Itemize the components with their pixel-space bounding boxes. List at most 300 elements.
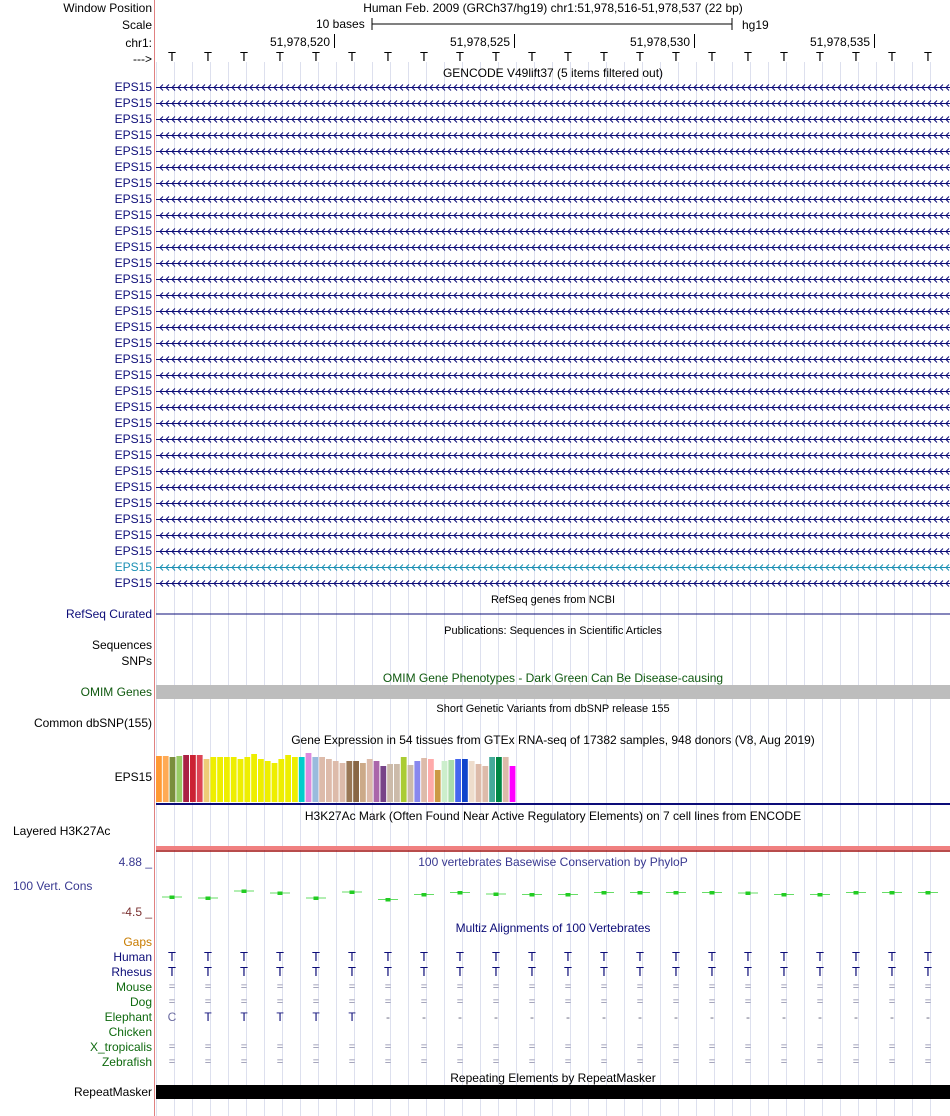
gencode-transcript[interactable]	[156, 432, 950, 446]
multiz-base: T	[708, 964, 716, 979]
ruler-base: T	[924, 49, 932, 64]
multiz-base: =	[384, 1056, 392, 1068]
multiz-base: -	[854, 1010, 858, 1024]
gencode-gene-label[interactable]: EPS15	[114, 400, 152, 414]
ruler-base: T	[528, 49, 536, 64]
ruler-base: T	[708, 49, 716, 64]
multiz-species-label[interactable]: Mouse	[115, 980, 152, 994]
gtex-tissue-bar	[306, 753, 312, 802]
multiz-base: T	[276, 949, 284, 964]
multiz-base: =	[564, 1056, 572, 1068]
omim-gene-bar[interactable]	[156, 685, 950, 699]
ruler-coordinate: 51,978,520	[269, 35, 330, 49]
ruler-base: T	[888, 49, 896, 64]
multiz-base: -	[422, 1010, 426, 1024]
ruler-base: T	[276, 49, 284, 64]
ruler-base: T	[204, 49, 212, 64]
gtex-tissue-bar	[333, 761, 339, 802]
multiz-base: =	[852, 996, 860, 1008]
multiz-base: =	[456, 981, 464, 993]
gtex-tissue-bar	[510, 766, 516, 802]
multiz-base: T	[636, 949, 644, 964]
multiz-base: =	[672, 996, 680, 1008]
gtex-tissue-bar	[346, 761, 352, 802]
multiz-base: =	[564, 1041, 572, 1053]
ruler-base: T	[744, 49, 752, 64]
conservation-plot[interactable]	[156, 869, 950, 915]
multiz-base: =	[492, 1056, 500, 1068]
gencode-gene-label[interactable]: EPS15	[114, 224, 152, 238]
gencode-gene-label[interactable]: EPS15	[114, 192, 152, 206]
gtex-tissue-bar	[367, 759, 373, 802]
scale-label: Scale	[121, 18, 152, 32]
gtex-tissue-bar	[380, 766, 386, 802]
gtex-tissue-bar	[292, 757, 298, 802]
multiz-base: =	[888, 1041, 896, 1053]
multiz-base: =	[600, 996, 608, 1008]
multiz-base: =	[636, 981, 644, 993]
multiz-base: =	[852, 1056, 860, 1068]
gencode-gene-label[interactable]: EPS15	[114, 288, 152, 302]
gtex-tissue-bar	[238, 759, 244, 802]
gencode-gene-label[interactable]: EPS15	[114, 544, 152, 558]
gencode-gene-label[interactable]: EPS15	[114, 528, 152, 542]
multiz-base: =	[204, 1056, 212, 1068]
multiz-base: T	[312, 949, 320, 964]
gtex-tissue-bar	[197, 755, 203, 802]
conservation-mark	[314, 897, 319, 901]
gencode-transcript[interactable]	[156, 384, 950, 398]
gtex-tissue-bar	[421, 758, 427, 802]
multiz-base: =	[276, 996, 284, 1008]
multiz-base: =	[312, 981, 320, 993]
conservation-track-label[interactable]: 100 Vert. Cons	[13, 879, 93, 893]
multiz-base: =	[708, 981, 716, 993]
conservation-mark	[746, 892, 751, 896]
gencode-transcript[interactable]	[156, 304, 950, 318]
multiz-species-label[interactable]: Human	[113, 950, 152, 964]
gtex-tissue-bar	[340, 763, 346, 802]
omim-track-title: OMIM Gene Phenotypes - Dark Green Can Be Disease-causing	[382, 671, 724, 685]
gencode-gene-label[interactable]: EPS15	[114, 576, 152, 590]
conservation-mark	[638, 891, 643, 895]
gencode-gene-label[interactable]: EPS15	[114, 336, 152, 350]
gtex-tissue-bar	[183, 755, 189, 802]
multiz-base: =	[528, 981, 536, 993]
h3k27ac-track-label[interactable]: Layered H3K27Ac	[13, 824, 111, 838]
gencode-transcript[interactable]	[156, 288, 950, 302]
gtex-tissue-bar	[204, 759, 210, 802]
gencode-gene-label[interactable]: EPS15	[114, 320, 152, 334]
publications-track-title: Publications: Sequences in Scientific Articles	[444, 625, 662, 637]
ruler-base: T	[852, 49, 860, 64]
gencode-transcript[interactable]	[156, 512, 950, 526]
gencode-gene-label[interactable]: EPS15	[114, 304, 152, 318]
multiz-species-label[interactable]: Elephant	[104, 1010, 152, 1024]
multiz-base: =	[744, 1041, 752, 1053]
gencode-transcript[interactable]	[156, 112, 950, 126]
multiz-base: T	[600, 964, 608, 979]
multiz-base: T	[564, 964, 572, 979]
h3k27ac-signal[interactable]	[156, 846, 950, 854]
gencode-transcript[interactable]	[156, 320, 950, 334]
multiz-base: =	[420, 996, 428, 1008]
ruler-coordinate: 51,978,525	[449, 35, 510, 49]
multiz-base: -	[386, 1010, 390, 1024]
multiz-base: T	[420, 949, 428, 964]
multiz-base: T	[240, 949, 248, 964]
gencode-gene-label[interactable]: EPS15	[114, 512, 152, 526]
gencode-transcript[interactable]	[156, 480, 950, 494]
multiz-base: =	[528, 1041, 536, 1053]
multiz-base: =	[816, 981, 824, 993]
multiz-base: =	[420, 1041, 428, 1053]
gencode-gene-label[interactable]: EPS15	[114, 480, 152, 494]
window-position-label: Window Position	[63, 1, 152, 15]
repeatmasker-track-label[interactable]: RepeatMasker	[73, 1085, 152, 1099]
multiz-base: T	[348, 964, 356, 979]
gtex-tissue-bar	[360, 763, 366, 802]
gencode-transcript[interactable]	[156, 240, 950, 254]
multiz-base: =	[528, 1056, 536, 1068]
gtex-tissue-bar	[469, 761, 475, 802]
multiz-base: =	[744, 996, 752, 1008]
ruler-base: T	[492, 49, 500, 64]
multiz-base: =	[708, 1041, 716, 1053]
gtex-tissue-bar	[265, 761, 271, 802]
multiz-base: =	[636, 996, 644, 1008]
multiz-base: T	[204, 1010, 212, 1024]
multiz-base: =	[204, 1041, 212, 1053]
repeatmasker-track-title: Repeating Elements by RepeatMasker	[450, 1071, 656, 1085]
gtex-tissue-bar	[401, 757, 407, 802]
multiz-base: T	[240, 1010, 248, 1024]
gtex-tissue-bar	[448, 760, 454, 802]
multiz-base: =	[672, 1056, 680, 1068]
omim-track-label[interactable]: OMIM Genes	[80, 685, 152, 699]
gencode-transcript[interactable]	[156, 96, 950, 110]
multiz-base: =	[816, 1056, 824, 1068]
gtex-tissue-bar	[278, 759, 284, 802]
multiz-base: T	[204, 949, 212, 964]
dbsnp-track-title: Short Genetic Variants from dbSNP release 155	[436, 703, 670, 715]
gencode-transcript[interactable]	[156, 80, 950, 94]
multiz-base: =	[384, 1041, 392, 1053]
scale-bar	[370, 16, 736, 32]
gencode-gene-label[interactable]: EPS15	[114, 240, 152, 254]
conservation-max-label: 4.88 _	[118, 855, 152, 869]
multiz-base: =	[456, 1041, 464, 1053]
multiz-base: =	[312, 996, 320, 1008]
multiz-base: =	[384, 996, 392, 1008]
ruler-base: T	[780, 49, 788, 64]
ruler-base: T	[564, 49, 572, 64]
multiz-base: =	[744, 1056, 752, 1068]
multiz-base: =	[240, 1056, 248, 1068]
multiz-base: C	[167, 1010, 177, 1024]
multiz-base: -	[782, 1010, 786, 1024]
ruler-base: T	[168, 49, 176, 64]
gencode-gene-label[interactable]: EPS15	[114, 256, 152, 270]
gencode-transcript[interactable]	[156, 464, 950, 478]
multiz-base: =	[888, 1056, 896, 1068]
multiz-base: =	[312, 1056, 320, 1068]
multiz-base: =	[348, 981, 356, 993]
multiz-base: =	[204, 996, 212, 1008]
multiz-base: T	[492, 964, 500, 979]
gencode-gene-label[interactable]: EPS15	[114, 384, 152, 398]
multiz-base: =	[204, 981, 212, 993]
multiz-base: T	[528, 964, 536, 979]
gencode-gene-label[interactable]: EPS15	[114, 464, 152, 478]
gtex-tissue-bar	[258, 759, 264, 802]
gencode-transcript[interactable]	[156, 528, 950, 542]
multiz-base: T	[276, 1010, 284, 1024]
multiz-base: =	[600, 1056, 608, 1068]
gencode-transcript[interactable]	[156, 544, 950, 558]
gencode-transcript[interactable]	[156, 576, 950, 590]
multiz-base: T	[744, 949, 752, 964]
multiz-base: =	[276, 1056, 284, 1068]
gtex-tissue-bar	[374, 761, 380, 802]
gencode-gene-label[interactable]: EPS15	[114, 80, 152, 94]
gencode-transcript[interactable]	[156, 368, 950, 382]
multiz-base: =	[564, 996, 572, 1008]
ruler-coordinate: 51,978,530	[629, 35, 690, 49]
multiz-base: =	[168, 996, 176, 1008]
multiz-base: =	[888, 996, 896, 1008]
gtex-tissue-bar	[394, 764, 400, 802]
gtex-tissue-bar	[210, 757, 216, 802]
multiz-base: =	[240, 996, 248, 1008]
gencode-gene-label[interactable]: EPS15	[114, 352, 152, 366]
gencode-transcript[interactable]	[156, 208, 950, 222]
ruler-base: T	[240, 49, 248, 64]
gtex-tissue-bar	[156, 756, 162, 802]
gtex-tissue-bar	[482, 766, 488, 802]
multiz-base: -	[926, 1010, 930, 1024]
conservation-mark	[530, 893, 535, 897]
multiz-track-title: Multiz Alignments of 100 Vertebrates	[455, 921, 651, 935]
ruler-tick	[334, 34, 335, 48]
gencode-gene-label[interactable]: EPS15	[114, 432, 152, 446]
gencode-gene-label[interactable]: EPS15	[114, 368, 152, 382]
multiz-base: T	[420, 964, 428, 979]
multiz-base: =	[888, 981, 896, 993]
ruler-base: T	[816, 49, 824, 64]
gencode-gene-label[interactable]: EPS15	[114, 208, 152, 222]
multiz-base: =	[636, 1041, 644, 1053]
gencode-transcript[interactable]	[156, 496, 950, 510]
multiz-base: =	[240, 1041, 248, 1053]
gtex-tissue-bar	[496, 757, 502, 802]
multiz-base: T	[744, 964, 752, 979]
repeatmasker-element-bar[interactable]	[156, 1085, 950, 1099]
multiz-base: T	[384, 949, 392, 964]
gtex-tissue-bar	[408, 765, 414, 802]
ruler-tick	[514, 34, 515, 48]
multiz-base: T	[384, 964, 392, 979]
multiz-base: -	[638, 1010, 642, 1024]
gencode-transcript[interactable]	[156, 176, 950, 190]
gtex-tissue-bar	[217, 757, 223, 802]
gencode-transcript[interactable]	[156, 352, 950, 366]
conservation-track-title: 100 vertebrates Basewise Conservation by PhyloP	[418, 855, 688, 869]
gencode-gene-label[interactable]: EPS15	[114, 496, 152, 510]
gencode-transcript[interactable]	[156, 400, 950, 414]
gtex-tissue-bar	[163, 756, 169, 802]
gencode-transcript[interactable]	[156, 192, 950, 206]
gencode-gene-label[interactable]: EPS15	[114, 176, 152, 190]
conservation-mark	[206, 897, 211, 901]
gencode-gene-label[interactable]: EPS15	[114, 416, 152, 430]
gtex-tissue-bar	[435, 770, 441, 802]
multiz-species-label[interactable]: X_tropicalis	[89, 1040, 152, 1054]
multiz-base: =	[312, 1041, 320, 1053]
multiz-base: =	[600, 1041, 608, 1053]
multiz-base: T	[672, 949, 680, 964]
gtex-tissue-bar	[224, 757, 230, 802]
multiz-base: -	[530, 1010, 534, 1024]
conservation-mark	[242, 890, 247, 894]
multiz-base: =	[348, 1041, 356, 1053]
multiz-species-label[interactable]: Dog	[129, 995, 152, 1009]
conservation-mark	[854, 891, 859, 895]
gencode-transcript[interactable]	[156, 144, 950, 158]
multiz-base: =	[708, 1056, 716, 1068]
multiz-base: -	[566, 1010, 570, 1024]
multiz-base: =	[816, 996, 824, 1008]
gencode-gene-label[interactable]: EPS15	[114, 448, 152, 462]
conservation-mark	[674, 891, 679, 895]
gtex-tissue-bar	[312, 757, 318, 802]
ruler-base: T	[384, 49, 392, 64]
gtex-tissue-bar	[190, 755, 196, 802]
gtex-tissue-bar	[176, 756, 182, 802]
multiz-base: T	[708, 949, 716, 964]
gencode-gene-label[interactable]: EPS15	[114, 160, 152, 174]
multiz-base: =	[708, 996, 716, 1008]
gencode-transcript[interactable]	[156, 160, 950, 174]
multiz-base: T	[492, 949, 500, 964]
gtex-track-label[interactable]: EPS15	[114, 770, 152, 784]
multiz-gaps-label[interactable]: Gaps	[123, 935, 152, 949]
multiz-base: T	[852, 964, 860, 979]
multiz-base: =	[816, 1041, 824, 1053]
gtex-tissue-bar	[489, 757, 495, 802]
gencode-transcript[interactable]	[156, 448, 950, 462]
gencode-transcript[interactable]	[156, 560, 950, 574]
gencode-transcript[interactable]	[156, 128, 950, 142]
multiz-base: =	[852, 981, 860, 993]
multiz-base: =	[492, 1041, 500, 1053]
multiz-species-label[interactable]: Chicken	[108, 1025, 152, 1039]
conservation-mark	[890, 891, 895, 895]
conservation-mark	[386, 898, 391, 902]
conservation-mark	[458, 891, 463, 895]
multiz-base: T	[564, 949, 572, 964]
refseq-track-title: RefSeq genes from NCBI	[490, 594, 616, 606]
multiz-base: =	[168, 1041, 176, 1053]
gencode-transcript[interactable]	[156, 272, 950, 286]
multiz-base: T	[456, 964, 464, 979]
multiz-base: =	[168, 981, 176, 993]
multiz-base: T	[816, 949, 824, 964]
refseq-gene-line[interactable]	[156, 607, 950, 621]
multiz-species-label[interactable]: Rhesus	[111, 965, 152, 979]
gtex-tissue-bar	[285, 755, 291, 802]
conservation-mark	[170, 896, 175, 900]
gencode-gene-label[interactable]: EPS15	[114, 272, 152, 286]
multiz-base: T	[312, 964, 320, 979]
gencode-gene-label[interactable]: EPS15	[114, 112, 152, 126]
multiz-base: =	[420, 1056, 428, 1068]
multiz-base: =	[348, 1056, 356, 1068]
multiz-species-label[interactable]: Zebrafish	[101, 1055, 152, 1069]
multiz-base: T	[168, 964, 176, 979]
multiz-base: =	[780, 981, 788, 993]
multiz-base: =	[240, 981, 248, 993]
conservation-mark	[818, 893, 823, 897]
multiz-base: =	[780, 996, 788, 1008]
gencode-transcript[interactable]	[156, 336, 950, 350]
gtex-tissue-bar	[251, 754, 257, 802]
gencode-transcript[interactable]	[156, 224, 950, 238]
multiz-base: =	[924, 1056, 932, 1068]
gtex-tissue-bar	[387, 764, 393, 802]
multiz-base: T	[204, 964, 212, 979]
gencode-gene-label[interactable]: EPS15	[114, 96, 152, 110]
multiz-base: =	[744, 981, 752, 993]
multiz-base: =	[852, 1041, 860, 1053]
refseq-track-label[interactable]: RefSeq Curated	[65, 607, 152, 621]
multiz-base: -	[710, 1010, 714, 1024]
gencode-gene-label[interactable]: EPS15	[114, 144, 152, 158]
gtex-tissue-bar	[353, 761, 359, 802]
ruler-tick	[874, 34, 875, 48]
gencode-gene-label[interactable]: EPS15	[114, 560, 152, 574]
multiz-base: T	[312, 1010, 320, 1024]
multiz-base: T	[240, 964, 248, 979]
gencode-transcript[interactable]	[156, 416, 950, 430]
multiz-base: T	[276, 964, 284, 979]
multiz-base: =	[276, 1041, 284, 1053]
multiz-base: =	[672, 981, 680, 993]
gtex-tissue-bar	[326, 759, 332, 802]
publications-snps-label[interactable]: SNPs	[121, 654, 152, 668]
multiz-base: =	[168, 1056, 176, 1068]
scale-bases-text: 10 bases	[316, 17, 365, 31]
publications-sequences-label[interactable]: Sequences	[91, 638, 152, 652]
gencode-track-title: GENCODE V49lift37 (5 items filtered out)	[442, 66, 664, 80]
multiz-base: -	[890, 1010, 894, 1024]
ruler-coordinate: 51,978,535	[809, 35, 870, 49]
gencode-gene-label[interactable]: EPS15	[114, 128, 152, 142]
dbsnp-track-label[interactable]: Common dbSNP(155)	[33, 716, 152, 730]
gtex-bar-chart[interactable]	[156, 746, 950, 806]
multiz-base: -	[494, 1010, 498, 1024]
ruler-base: T	[636, 49, 644, 64]
gtex-tissue-bar	[231, 757, 237, 802]
ruler-base: T	[456, 49, 464, 64]
multiz-base: =	[456, 996, 464, 1008]
gencode-transcript[interactable]	[156, 256, 950, 270]
gtex-tissue-bar	[503, 757, 509, 802]
gtex-tissue-bar	[428, 759, 434, 802]
multiz-base: T	[348, 949, 356, 964]
multiz-base: =	[924, 1041, 932, 1053]
gtex-track-title: Gene Expression in 54 tissues from GTEx RNA-seq of 17382 samples, 948 donors (V8, Aug 2019)	[291, 733, 815, 747]
